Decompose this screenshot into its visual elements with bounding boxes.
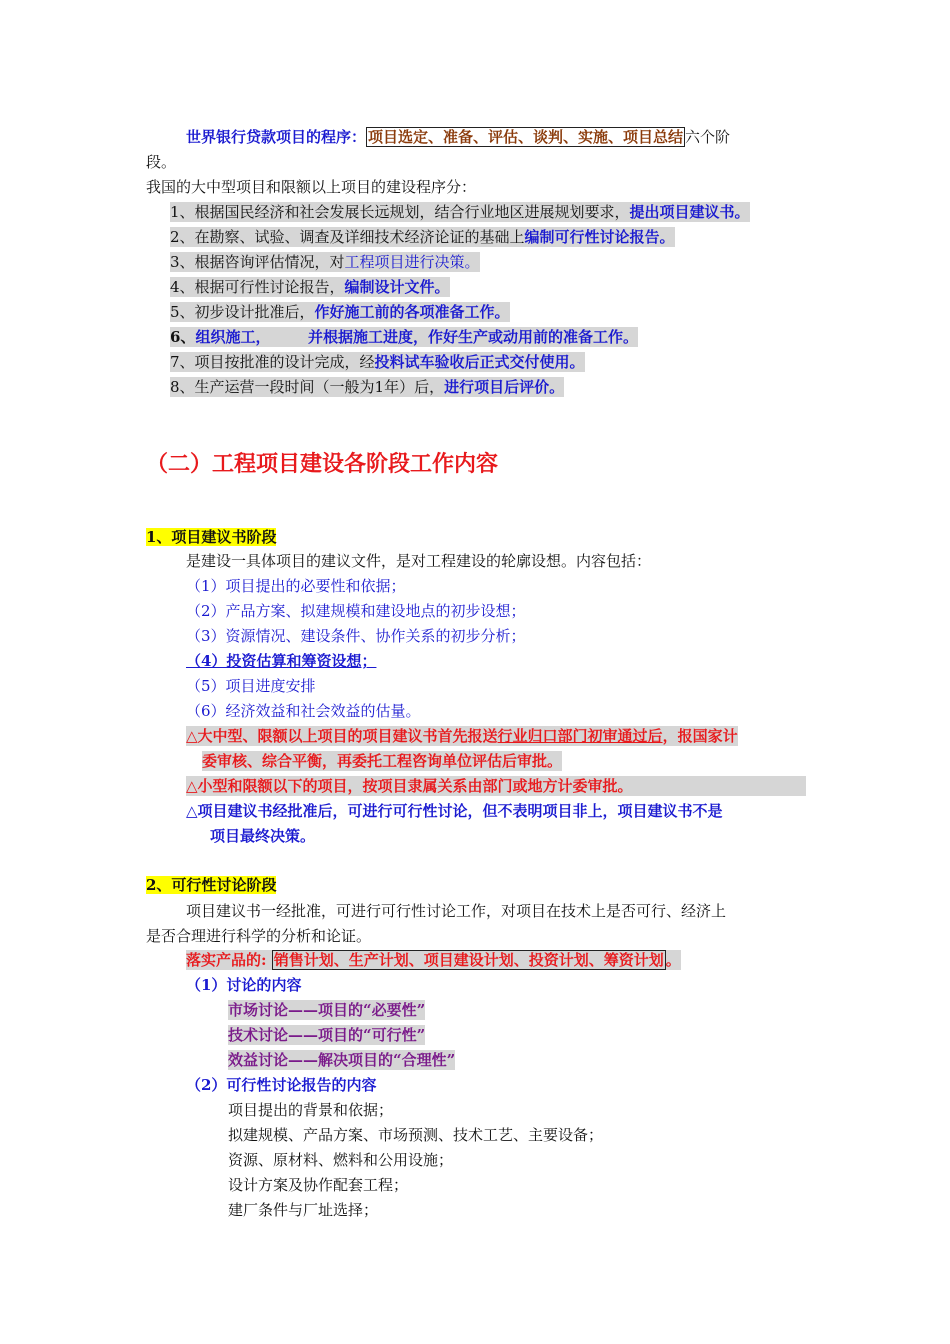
- step-emphasis: 提出项目建议书。: [629, 203, 750, 221]
- section-heading: （二）工程项目建设各阶段工作内容: [146, 451, 499, 477]
- step-emphasis: 作好施工前的各项准备工作。: [314, 303, 510, 321]
- stage2-sub1-item-2: 技术讨论——项目的“可行性”: [228, 1026, 426, 1044]
- step-text: 7、项目按批准的设计完成，经: [170, 353, 375, 371]
- step-emphasis: 投料试车验收后正式交付使用。: [374, 353, 585, 371]
- wb-procedure-stages: 项目选定、准备、评估、谈判、实施、项目总结: [368, 128, 684, 146]
- stage1-item-5: （5）项目进度安排: [186, 677, 316, 695]
- step-7: [170, 352, 585, 372]
- stage1-item-2: （2）产品方案、拟建规模和建设地点的初步设想；: [186, 602, 526, 620]
- step-6: [170, 327, 638, 347]
- stage2-sub2-item-3: 资源、原材料、燃料和公用设施；: [228, 1151, 454, 1169]
- step-text: 4、根据可行性讨论报告，: [170, 278, 345, 296]
- stage1-heading-line: [146, 527, 276, 547]
- products-end: 。: [665, 951, 681, 969]
- step-8: [170, 377, 564, 397]
- stage1-note-1-cont: 委审核、综合平衡，再委托工程咨询单位评估后审批。: [202, 752, 563, 770]
- stage2-sub2-item-1: 项目提出的背景和依据；: [228, 1101, 394, 1119]
- stage2-sub2: （2）可行性讨论报告的内容: [186, 1076, 377, 1094]
- stage2-heading: 2、可行性讨论阶段: [146, 876, 277, 894]
- wb-procedure-line: [186, 127, 730, 147]
- cn-procedure-intro: 我国的大中型项目和限额以上项目的建设程序分：: [146, 178, 477, 196]
- stage1-item-6: （6）经济效益和社会效益的估量。: [186, 702, 421, 720]
- stage1-heading: 1、项目建议书阶段: [146, 528, 277, 546]
- step-emphasis: 工程项目进行决策。: [344, 253, 480, 271]
- stage1-intro: 是建设一具体项目的建议文件，是对工程建设的轮廓设想。内容包括：: [186, 552, 652, 570]
- stage1-note-2: △小型和限额以下的项目，按项目隶属关系由部门或地方计委审批。: [186, 776, 806, 796]
- stage1-note-3: △项目建议书经批准后，可进行可行性讨论，但不表明项目非上，项目建议书不是: [186, 802, 723, 820]
- step-emphasis: 编制设计文件。: [344, 278, 450, 296]
- wb-procedure-label: 世界银行贷款项目的程序：: [186, 128, 367, 146]
- stage2-sub1: （1）讨论的内容: [186, 976, 302, 994]
- step-emphasis: 进行项目后评价。: [444, 378, 565, 396]
- step-3: [170, 252, 480, 272]
- stage1-item-3: （3）资源情况、建设条件、协作关系的初步分析；: [186, 627, 526, 645]
- stage1-item-4: （4）投资估算和筹资设想；: [186, 652, 377, 670]
- stage2-sub2-item-5: 建厂条件与厂址选择；: [228, 1201, 379, 1219]
- step-emphasis: 组织施工， 并根据施工进度，作好生产或动用前的准备工作。: [195, 328, 638, 346]
- note-text: ，报国家计: [662, 727, 738, 745]
- stage2-sub1-item-3: 效益讨论——解决项目的“合理性”: [228, 1051, 456, 1069]
- stage2-sub2-item-2: 拟建规模、产品方案、市场预测、技术工艺、主要设备；: [228, 1126, 604, 1144]
- stage1-item-1: （1）项目提出的必要性和依据；: [186, 577, 406, 595]
- step-5: [170, 302, 510, 322]
- stage2-intro-cont: 是否合理进行科学的分析和论证。: [146, 927, 372, 945]
- wb-procedure-tail: 六个阶: [685, 128, 731, 146]
- products-label: 落实产品的:: [186, 951, 267, 969]
- stage2-sub1-item-1: 市场讨论——项目的“必要性”: [228, 1001, 426, 1019]
- step-4: [170, 277, 450, 297]
- stage2-sub2-item-4: 设计方案及协作配套工程；: [228, 1176, 409, 1194]
- stage1-note-1: [186, 726, 738, 746]
- step-2: [170, 227, 675, 247]
- stage2-heading-line: [146, 875, 276, 895]
- step-text: 2、在勘察、试验、调查及详细技术经济论证的基础上: [170, 228, 525, 246]
- step-1: [170, 202, 750, 222]
- wb-procedure-tail-line: 段。: [146, 153, 177, 171]
- note-text: △大中型、限额以上项目的项目建议书首先报送: [186, 727, 498, 745]
- step-text: 6、: [170, 328, 196, 346]
- note-underlined: 行业归口部门初审通过后: [497, 727, 663, 745]
- stage1-note-3-cont: 项目最终决策。: [210, 827, 316, 845]
- step-emphasis: 编制可行性讨论报告。: [524, 228, 675, 246]
- step-text: 5、初步设计批准后，: [170, 303, 315, 321]
- step-text: 8、生产运营一段时间（一般为1年）后，: [170, 378, 445, 396]
- step-text: 1、根据国民经济和社会发展长远规划，结合行业地区进展规划要求，: [170, 203, 630, 221]
- stage2-products-line: [186, 950, 681, 970]
- stage2-intro: 项目建议书一经批准，可进行可行性讨论工作，对项目在技术上是否可行、经济上: [186, 902, 727, 920]
- products-list: 销售计划、生产计划、项目建设计划、投资计划、筹资计划: [273, 951, 664, 969]
- step-text: 3、根据咨询评估情况，对: [170, 253, 345, 271]
